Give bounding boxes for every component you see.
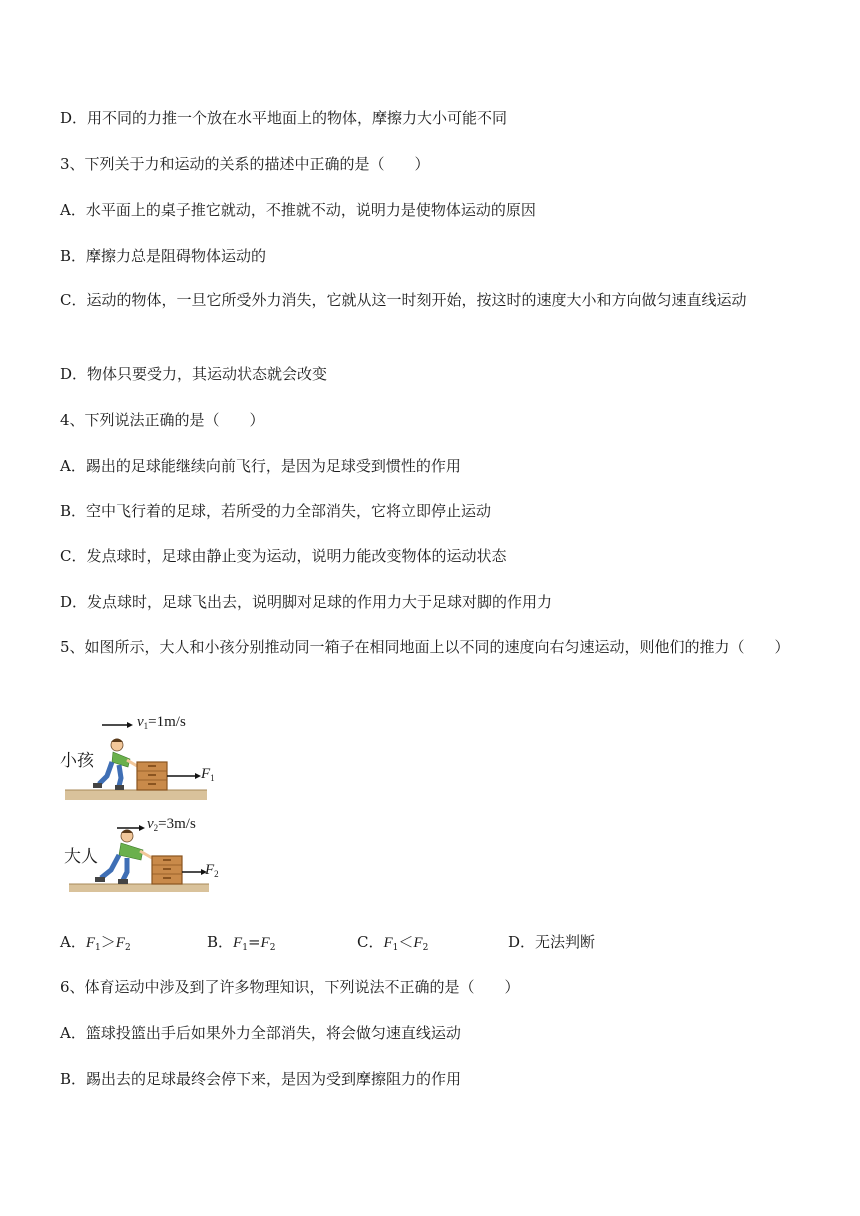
q3-option-a: A．水平面上的桌子推它就动，不推就不动，说明力是使物体运动的原因	[60, 201, 536, 219]
child-figure	[93, 739, 137, 791]
adult-label: 大人	[64, 847, 98, 866]
force-label-top: $F_1$	[201, 766, 215, 783]
ground-strip-bottom	[69, 884, 209, 892]
ground-strip-top	[65, 790, 207, 800]
q3-option-b: B．摩擦力总是阻碍物体运动的	[60, 247, 267, 265]
q3-option-d: D．物体只要受力，其运动状态就会改变	[60, 365, 328, 383]
q5-option-a: A．$F_1>F_2$	[60, 933, 131, 953]
q5-option-d: D．无法判断	[508, 933, 596, 951]
q4-option-a: A．踢出的足球能继续向前飞行，是因为足球受到惯性的作用	[60, 457, 461, 475]
q4-option-c: C．发点球时，足球由静止变为运动，说明力能改变物体的运动状态	[60, 547, 507, 565]
q4-option-b: B．空中飞行着的足球，若所受的力全部消失，它将立即停止运动	[60, 502, 492, 520]
q5-figure	[55, 712, 230, 892]
child-label: 小孩	[60, 751, 94, 770]
question-6: 6、体育运动中涉及到了许多物理知识，下列说法不正确的是（ ）	[60, 978, 520, 996]
question-5: 5、如图所示，大人和小孩分别推动同一箱子在相同地面上以不同的速度向右匀速运动，则他们的推力（ ）	[60, 638, 790, 656]
velocity-label-top: $v_1=1m/s$	[137, 714, 186, 731]
q5-option-b: B．$F_1=F_2$	[207, 933, 276, 953]
q3-option-c: C．运动的物体，一旦它所受外力消失，它就从这一时刻开始，按这时的速度大小和方向做匀速直线运动	[60, 291, 747, 309]
q5-option-c: C．$F_1<F_2$	[357, 933, 429, 953]
box-bottom	[152, 856, 182, 884]
adult-figure	[95, 830, 152, 885]
q6-option-b: B．踢出去的足球最终会停下来，是因为受到摩擦阻力的作用	[60, 1070, 462, 1088]
q4-option-d: D．发点球时，足球飞出去，说明脚对足球的作用力大于足球对脚的作用力	[60, 593, 553, 611]
q6-option-a: A．篮球投篮出手后如果外力全部消失，将会做匀速直线运动	[60, 1024, 461, 1042]
box-top	[137, 762, 167, 790]
force-label-bottom: $F_2$	[205, 862, 219, 879]
q2-option-d: D．用不同的力推一个放在水平地面上的物体，摩擦力大小可能不同	[60, 109, 508, 127]
question-3: 3、下列关于力和运动的关系的描述中正确的是（ ）	[60, 155, 430, 173]
question-4: 4、下列说法正确的是（ ）	[60, 411, 265, 429]
velocity-label-bottom: $v_2=3m/s$	[147, 816, 196, 833]
